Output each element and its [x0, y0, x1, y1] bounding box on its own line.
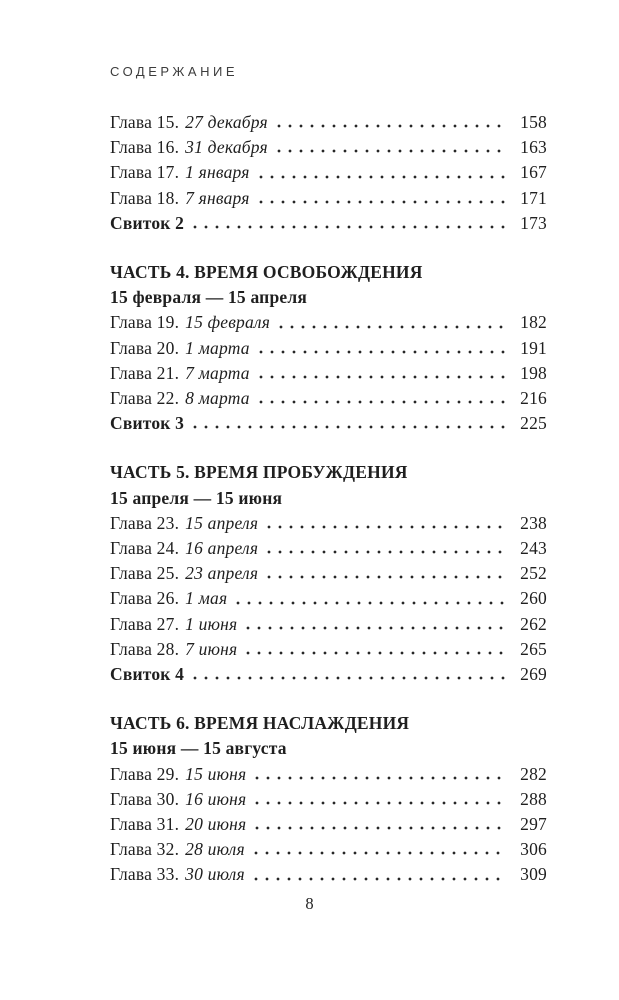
dot-leader	[246, 623, 506, 633]
toc-entry	[110, 561, 547, 586]
chapter-label: Глава 16.	[110, 137, 180, 158]
toc-entry-scroll	[110, 662, 547, 687]
dot-leader	[246, 648, 506, 658]
entry-page-number: 238	[520, 512, 547, 533]
entry-page-number: 309	[520, 864, 547, 885]
chapter-date: 16 июня	[185, 788, 247, 809]
entry-page-number: 173	[520, 212, 547, 233]
toc-entry	[110, 135, 547, 160]
dot-leader	[255, 773, 506, 783]
toc-section	[110, 711, 547, 887]
dot-leader	[236, 598, 506, 608]
chapter-date: 7 марта	[185, 362, 250, 383]
chapter-date: 15 июня	[185, 763, 247, 784]
toc-entry	[110, 110, 547, 135]
dot-leader	[254, 848, 506, 858]
chapter-date: 15 апреля	[185, 512, 259, 533]
chapter-date: 15 февраля	[185, 312, 271, 333]
entry-page-number: 198	[520, 362, 547, 383]
chapter-label: Глава 22.	[110, 388, 180, 409]
toc-entry	[110, 586, 547, 611]
chapter-label: Глава 20.	[110, 337, 180, 358]
dot-leader	[255, 798, 506, 808]
chapter-label: Глава 25.	[110, 563, 180, 584]
toc-entry	[110, 637, 547, 662]
toc-entry	[110, 812, 547, 837]
chapter-date: 7 июня	[185, 638, 238, 659]
toc-entry	[110, 160, 547, 185]
chapter-date: 1 мая	[185, 588, 228, 609]
folio-page-number: 8	[305, 894, 314, 913]
part-date-range: 15 июня — 15 августа	[110, 738, 287, 759]
entry-page-number: 269	[520, 664, 547, 685]
dot-leader	[259, 372, 506, 382]
dot-leader	[267, 522, 506, 532]
toc-entry	[110, 361, 547, 386]
chapter-date: 28 июля	[185, 839, 245, 860]
toc-entry	[110, 310, 547, 335]
toc-entry	[110, 186, 547, 211]
chapter-date: 31 декабря	[185, 137, 268, 158]
toc-entry	[110, 336, 547, 361]
entry-page-number: 167	[520, 162, 547, 183]
chapter-date: 20 июня	[185, 814, 247, 835]
dot-leader	[277, 121, 506, 131]
toc-entry	[110, 762, 547, 787]
dot-leader	[193, 422, 506, 432]
entry-page-number: 282	[520, 763, 547, 784]
chapter-label: Глава 27.	[110, 613, 180, 634]
dot-leader	[259, 397, 506, 407]
chapter-date: 30 июля	[185, 864, 245, 885]
chapter-date: 1 июня	[185, 613, 238, 634]
dot-leader	[277, 146, 506, 156]
entry-page-number: 225	[520, 413, 547, 434]
chapter-label: Глава 32.	[110, 839, 180, 860]
toc-entry	[110, 386, 547, 411]
scroll-label: Свиток 4	[110, 664, 185, 685]
toc-entry	[110, 787, 547, 812]
toc-section	[110, 260, 547, 436]
entry-page-number: 182	[520, 312, 547, 333]
dot-leader	[193, 222, 506, 232]
chapter-label: Глава 29.	[110, 763, 180, 784]
entry-page-number: 288	[520, 788, 547, 809]
chapter-label: Глава 19.	[110, 312, 180, 333]
chapter-label: Глава 18.	[110, 187, 180, 208]
table-of-contents	[110, 110, 547, 888]
contents-header: СОДЕРЖАНИЕ	[110, 64, 239, 79]
chapter-label: Глава 17.	[110, 162, 180, 183]
part-heading: ЧАСТЬ 5. ВРЕМЯ ПРОБУЖДЕНИЯ	[110, 462, 408, 483]
chapter-label: Глава 26.	[110, 588, 180, 609]
entry-page-number: 297	[520, 814, 547, 835]
chapter-label: Глава 15.	[110, 112, 180, 132]
chapter-label: Глава 23.	[110, 512, 180, 533]
toc-section	[110, 460, 547, 687]
part-date-range: 15 апреля — 15 июня	[110, 487, 283, 508]
toc-entry	[110, 862, 547, 887]
toc-entry	[110, 612, 547, 637]
entry-page-number: 260	[520, 588, 547, 609]
chapter-date: 1 января	[185, 162, 250, 183]
entry-page-number: 306	[520, 839, 547, 860]
dot-leader	[254, 874, 506, 884]
dot-leader	[259, 172, 506, 182]
entry-page-number: 262	[520, 613, 547, 634]
dot-leader	[259, 197, 506, 207]
entry-page-number: 191	[520, 337, 547, 358]
chapter-date: 23 апреля	[185, 563, 259, 584]
chapter-label: Глава 31.	[110, 814, 180, 835]
chapter-date: 16 апреля	[185, 538, 259, 559]
entry-page-number: 252	[520, 563, 547, 584]
toc-entry	[110, 511, 547, 536]
dot-leader	[267, 572, 506, 582]
toc-entry-scroll	[110, 411, 547, 436]
entry-page-number: 158	[520, 112, 547, 132]
dot-leader	[255, 823, 506, 833]
chapter-date: 1 марта	[185, 337, 250, 358]
chapter-date: 27 декабря	[185, 112, 268, 132]
dot-leader	[279, 322, 506, 332]
entry-page-number: 163	[520, 137, 547, 158]
dot-leader	[259, 347, 506, 357]
entry-page-number: 243	[520, 538, 547, 559]
part-date-range: 15 февраля — 15 апреля	[110, 287, 308, 308]
chapter-date: 7 января	[185, 187, 250, 208]
chapter-label: Глава 30.	[110, 788, 180, 809]
toc-entry	[110, 837, 547, 862]
toc-entry	[110, 536, 547, 561]
chapter-label: Глава 33.	[110, 864, 180, 885]
dot-leader	[193, 673, 506, 683]
toc-section	[110, 110, 547, 236]
entry-page-number: 265	[520, 638, 547, 659]
entry-page-number: 171	[520, 187, 547, 208]
dot-leader	[267, 547, 506, 557]
chapter-date: 8 марта	[185, 388, 250, 409]
part-heading: ЧАСТЬ 4. ВРЕМЯ ОСВОБОЖДЕНИЯ	[110, 262, 423, 283]
entry-page-number: 216	[520, 388, 547, 409]
chapter-label: Глава 28.	[110, 638, 180, 659]
part-heading: ЧАСТЬ 6. ВРЕМЯ НАСЛАЖДЕНИЯ	[110, 713, 410, 734]
scroll-label: Свиток 2	[110, 212, 185, 233]
toc-entry-scroll	[110, 211, 547, 236]
chapter-label: Глава 24.	[110, 538, 180, 559]
scroll-label: Свиток 3	[110, 413, 185, 434]
chapter-label: Глава 21.	[110, 362, 180, 383]
